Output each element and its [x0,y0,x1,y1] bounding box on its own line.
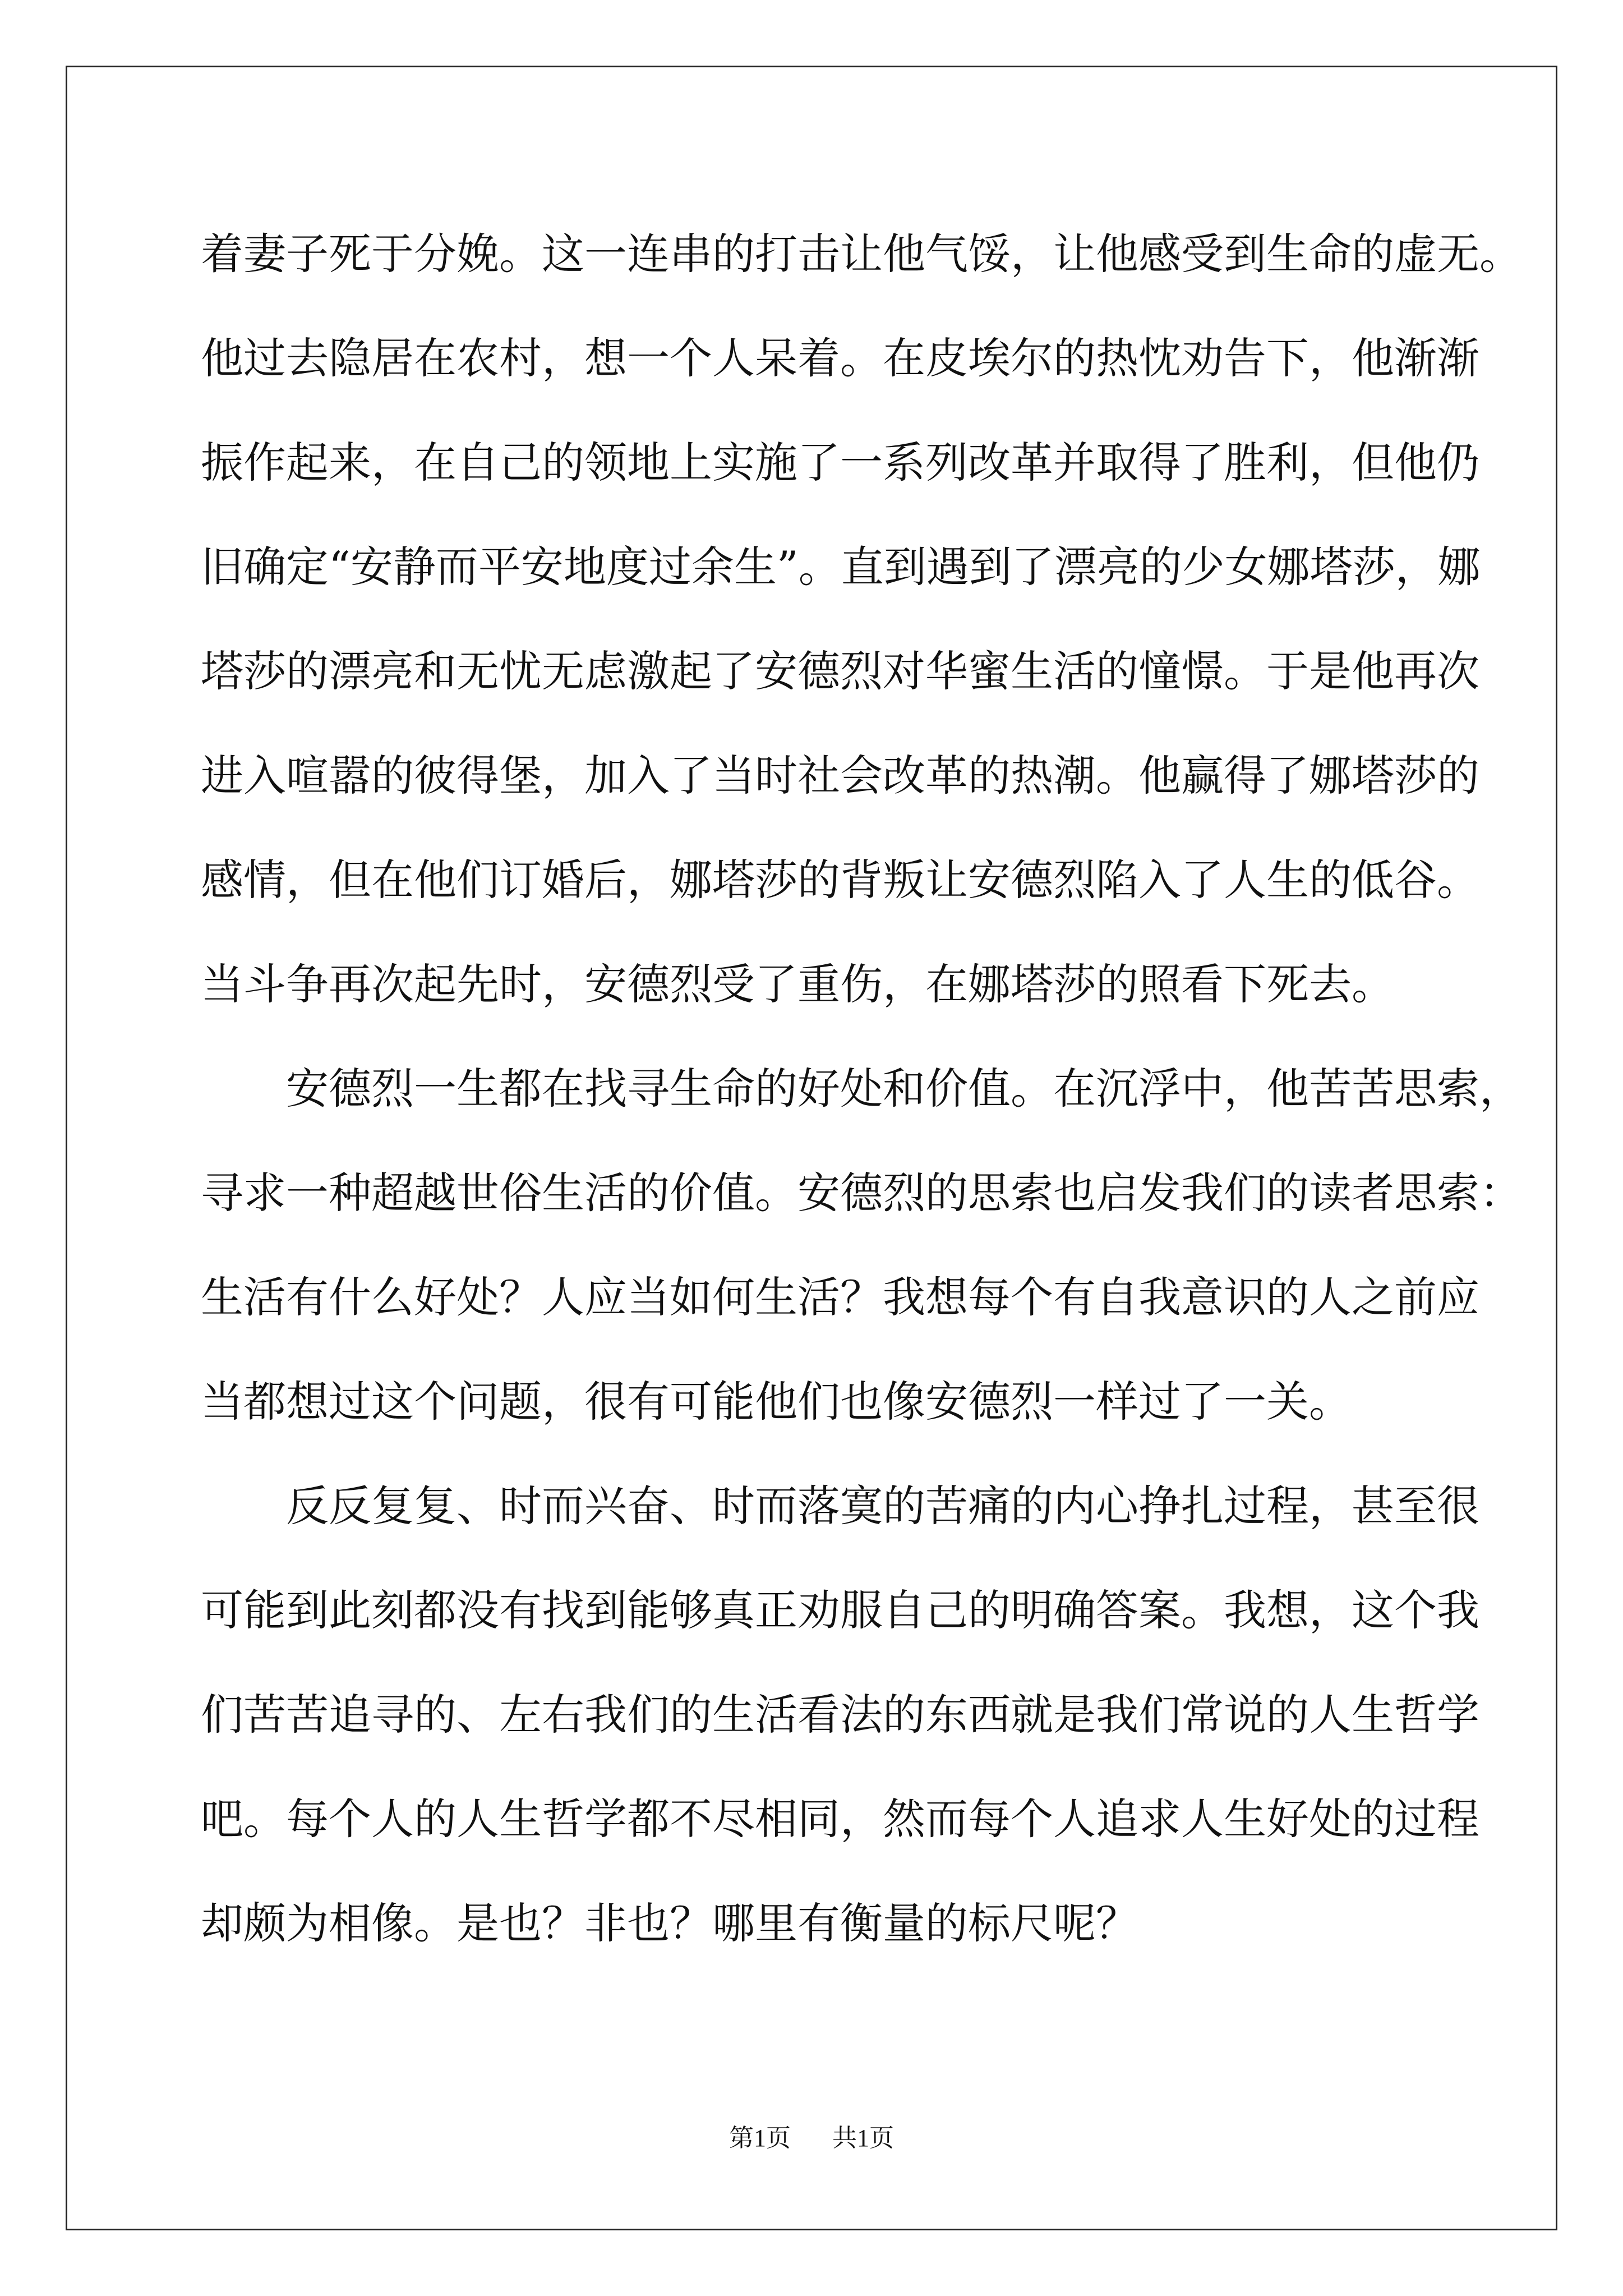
text-line: 感情，但在他们订婚后，娜塔莎的背叛让安德烈陷入了人生的低谷。 [201,855,1479,905]
text-line: 他过去隐居在农村，想一个人呆着。在皮埃尔的热忱劝告下，他渐渐 [201,333,1479,383]
text-line: 可能到此刻都没有找到能够真正劝服自己的明确答案。我想，这个我 [201,1585,1479,1635]
text-line: 寻求一种超越世俗生活的价值。安德烈的思索也启发我们的读者思索： [201,1168,1522,1218]
page-number: 第1页 [729,2124,791,2152]
text-line: 振作起来，在自己的领地上实施了一系列改革并取得了胜利，但他仍 [201,438,1479,487]
text-line: 当斗争再次起先时，安德烈受了重伤，在娜塔莎的照看下死去。 [201,959,1394,1009]
paragraph-start-line: 安德烈一生都在找寻生命的好处和价值。在沉浮中，他苦苦思索， [286,1064,1522,1114]
text-line: 生活有什么好处？人应当如何生活？我想每个有自我意识的人之前应 [201,1272,1479,1322]
text-line: 当都想过这个问题，很有可能他们也像安德烈一样过了一关。 [201,1377,1352,1427]
text-line: 们苦苦追寻的、左右我们的生活看法的东西就是我们常说的人生哲学 [201,1690,1479,1740]
page-total: 共1页 [832,2124,894,2152]
text-line: 吧。每个人的人生哲学都不尽相同，然而每个人追求人生好处的过程 [201,1794,1479,1844]
text-line: 进入喧嚣的彼得堡，加入了当时社会改革的热潮。他赢得了娜塔莎的 [201,751,1479,800]
paragraph-start-line: 反反复复、时而兴奋、时而落寞的苦痛的内心挣扎过程，甚至很 [286,1481,1479,1531]
text-line: 塔莎的漂亮和无忧无虑激起了安德烈对华蜜生活的憧憬。于是他再次 [201,646,1479,696]
text-line: 着妻子死于分娩。这一连串的打击让他气馁，让他感受到生命的虚无。 [201,229,1522,279]
text-line: 旧确定“安静而平安地度过余生”。直到遇到了漂亮的少女娜塔莎，娜 [201,542,1481,592]
text-line: 却颇为相像。是也？非也？哪里有衡量的标尺呢？ [201,1898,1138,1948]
page-footer [0,2118,1623,2154]
document-body [201,202,1522,1976]
